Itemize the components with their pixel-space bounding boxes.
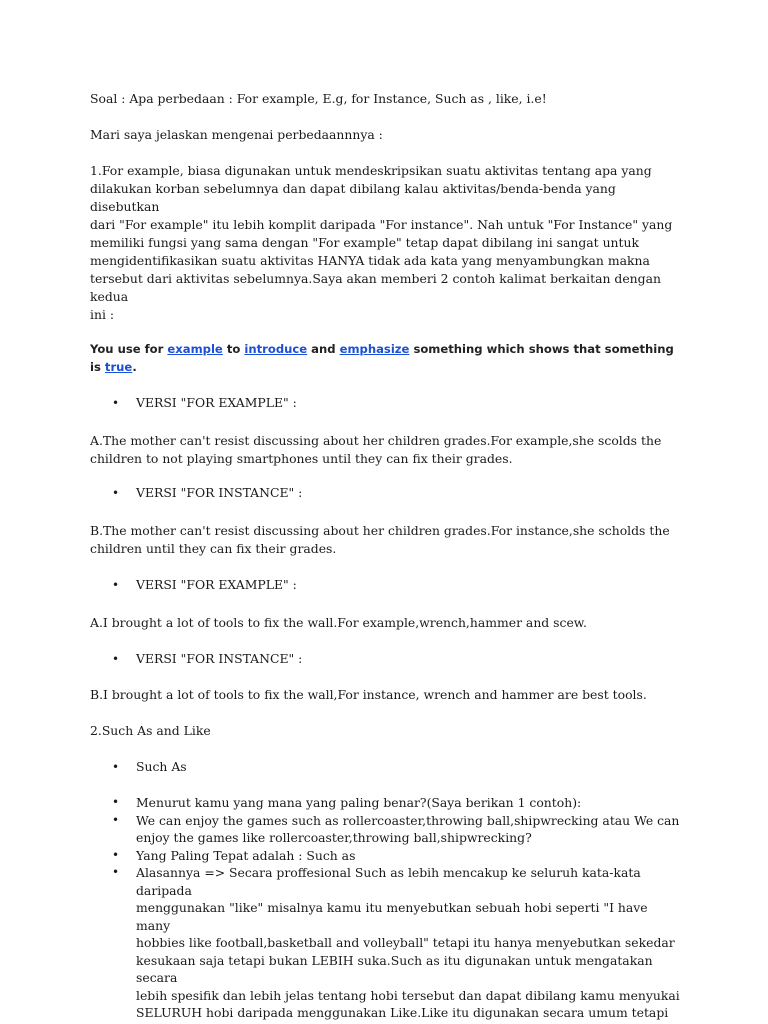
link-emphasize[interactable]: emphasize (339, 342, 410, 356)
example-paragraph (90, 432, 680, 468)
item-line: lebih spesifik dan lebih jelas tentang hobi tersebut dan dapat dibilang kamu menyukai (136, 987, 680, 1003)
version-bullet: • VERSI "FOR EXAMPLE" : (90, 394, 680, 412)
paragraph-line: dari "For example" itu lebih komplit daripada "For instance". Nah untuk "For Instance" yang (90, 217, 673, 232)
paragraph-line: ini : (90, 307, 115, 322)
section2-title: 2.Such As and Like (90, 723, 211, 738)
example-paragraph (90, 686, 680, 704)
item-line: SELURUH hobi daripada menggunakan Like.Like itu digunakan secara umum tetapi (136, 1005, 669, 1020)
bullet-list (90, 484, 680, 502)
bullet-list (90, 576, 680, 594)
item-line: • Menurut kamu yang mana yang paling benar?(Saya berikan 1 contoh): (136, 795, 582, 810)
version-bullet: • VERSI "FOR INSTANCE" : (90, 484, 680, 502)
such-as-bullet: • Such As (90, 758, 680, 776)
definition-text: . (132, 360, 137, 374)
list-item (90, 864, 680, 1022)
example-paragraph (90, 522, 680, 558)
paragraph-line: mengidentifikasikan suatu aktivitas HANYA tidak ada kata yang menyambungkan makna (90, 253, 650, 268)
reason-list (90, 794, 680, 1022)
item-line: menggunakan "like" misalnya kamu itu menyebutkan sebuah hobi seperti "I have many (136, 900, 648, 933)
definition-text: and (307, 342, 340, 356)
bullet-list (90, 650, 680, 668)
document-page (90, 90, 680, 1022)
link-true[interactable]: true (104, 360, 133, 374)
example-line: A.The mother can't resist discussing about her children grades.For example,she scolds the (90, 433, 662, 448)
version-bullet: • VERSI "FOR EXAMPLE" : (90, 576, 680, 594)
example-line: B.The mother can't resist discussing about her children grades.For instance,she scholds the (90, 523, 670, 538)
definition-text: You use for (90, 342, 168, 356)
paragraph-line: memiliki fungsi yang sama dengan "For example" tetap dapat dibilang ini sangat untuk (90, 235, 639, 250)
paragraph-line: dilakukan korban sebelumnya dan dapat dibilang kalau aktivitas/benda-benda yang disebutkan (90, 181, 616, 214)
definition-line (90, 340, 680, 376)
section1-paragraph (90, 162, 680, 324)
item-line: kesukaan saja tetapi bukan LEBIH suka.Such as itu digunakan untuk mengatakan secara (136, 952, 653, 985)
definition-text: to (222, 342, 245, 356)
bullet-list (90, 758, 680, 776)
item-line: • Alasannya => Secara proffesional Such as lebih mencakup ke seluruh kata-kata daripada (136, 865, 641, 898)
list-item (90, 847, 680, 865)
list-item (90, 812, 680, 847)
link-example[interactable]: example (167, 342, 223, 356)
paragraph-line: 1.For example, biasa digunakan untuk mendeskripsikan suatu aktivitas tentang apa yang (90, 163, 652, 178)
intro-line: Mari saya jelaskan mengenai perbedaannnya : (90, 127, 383, 142)
definition-text: something which shows that something is (90, 342, 674, 374)
bullet-list (90, 394, 680, 412)
item-line: • We can enjoy the games such as rollercoaster,throwing ball,shipwrecking atau We can (136, 812, 680, 828)
example-line: children to not playing smartphones until they can fix their grades. (90, 451, 513, 466)
paragraph-line: tersebut dari aktivitas sebelumnya.Saya akan memberi 2 contoh kalimat berkaitan dengan kedua (90, 271, 661, 304)
example-line: A.I brought a lot of tools to fix the wall.For example,wrench,hammer and scew. (90, 615, 587, 630)
question-line: Soal : Apa perbedaan : For example, E.g, for Instance, Such as , like, i.e! (90, 91, 547, 106)
item-line: • Yang Paling Tepat adalah : Such as (136, 847, 356, 863)
item-line: enjoy the games like rollercoaster,throwing ball,shipwrecking? (136, 830, 532, 845)
list-item (90, 794, 680, 812)
link-introduce[interactable]: introduce (244, 342, 308, 356)
example-line: children until they can fix their grades. (90, 541, 337, 556)
item-line: hobbies like football,basketball and volleyball" tetapi itu hanya menyebutkan sekedar (136, 935, 675, 950)
version-bullet: • VERSI "FOR INSTANCE" : (90, 650, 680, 668)
example-line: B.I brought a lot of tools to fix the wall,For instance, wrench and hammer are best tools. (90, 687, 647, 702)
example-paragraph (90, 614, 680, 632)
